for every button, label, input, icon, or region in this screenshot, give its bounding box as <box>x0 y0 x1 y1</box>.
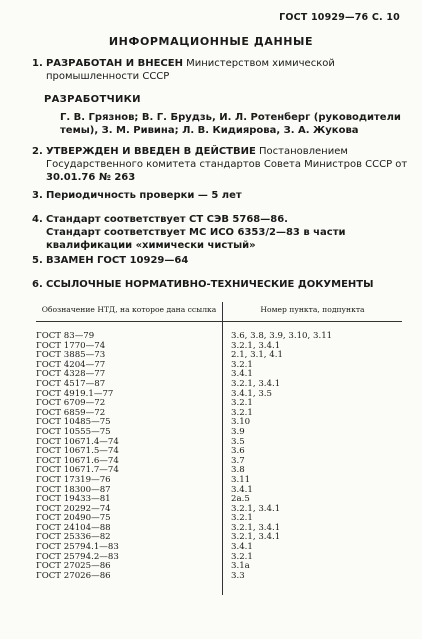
column-header-clause: Номер пункта, подпункта <box>223 302 403 322</box>
section-1-number: 1. <box>32 58 43 69</box>
clause-numbers: 3.2.1 <box>231 551 253 562</box>
section-6-text: ССЫЛОЧНЫЕ НОРМАТИВНО-ТЕХНИЧЕСКИЕ ДОКУМЕНТЫ <box>45 279 374 290</box>
ntd-designation: ГОСТ 6859—72 <box>36 409 223 419</box>
ntd-designation: ГОСТ 10671.6—74 <box>36 457 223 467</box>
developers-heading: РАЗРАБОТЧИКИ <box>44 94 141 105</box>
clause-numbers: 3.2.1 <box>231 407 253 418</box>
ntd-designation: ГОСТ 83—79 <box>36 332 223 342</box>
section-2-number: 2. <box>32 146 43 157</box>
ntd-designation: ГОСТ 25794.1—83 <box>36 543 223 553</box>
clause-numbers: 3.7 <box>231 455 245 466</box>
developers-names: Г. В. Грязнов; В. Г. Брудзь, И. Л. Ротенберг (руководители темы), З. М. Ривина; Л. В. Кидиярова, З. А. Жукова <box>60 112 401 136</box>
clause-numbers: 3.2.1, 3.4.1 <box>231 532 281 543</box>
clause-numbers: 3.9 <box>231 426 245 437</box>
clause-numbers: 3.3 <box>231 570 245 581</box>
clause-numbers: 3.11 <box>231 474 251 485</box>
clause-numbers: 3.2.1 <box>231 398 253 409</box>
section-1 <box>32 57 418 83</box>
ntd-designation: ГОСТ 20292—74 <box>36 505 223 515</box>
clause-numbers: 2а.5 <box>231 494 250 505</box>
section-4 <box>32 213 418 252</box>
page-title: ИНФОРМАЦИОННЫЕ ДАННЫЕ <box>108 35 314 48</box>
section-3-number: 3. <box>32 190 43 201</box>
table-header-row <box>36 302 402 322</box>
ntd-designation: ГОСТ 10671.7—74 <box>36 466 223 476</box>
section-2-bold: УТВЕРЖДЕН И ВВЕДЕН В ДЕЙСТВИЕ <box>45 146 256 157</box>
section-4-number: 4. <box>32 214 43 225</box>
ntd-designation: ГОСТ 1770—74 <box>36 342 223 352</box>
section-3 <box>32 189 404 202</box>
references-table <box>36 302 402 595</box>
clause-numbers: 3.1а <box>231 561 250 572</box>
ntd-designation: ГОСТ 17319—76 <box>36 476 223 486</box>
ntd-designation: ГОСТ 18300—87 <box>36 486 223 496</box>
column-header-designation: Обозначение НТД, на которое дана ссылка <box>36 302 223 322</box>
clause-numbers: 3.2.1 <box>231 513 253 524</box>
ntd-designation: ГОСТ 25794.2—83 <box>36 553 223 563</box>
ntd-designation: ГОСТ 6709—72 <box>36 399 223 409</box>
page-header: ГОСТ 10929—76 С. 10 <box>279 12 400 23</box>
clause-numbers: 3.4.1 <box>231 542 253 553</box>
ntd-designation: ГОСТ 27026—86 <box>36 572 223 582</box>
clause-numbers: 3.4.1 <box>231 484 253 495</box>
ntd-designation: ГОСТ 10671.5—74 <box>36 447 223 457</box>
ntd-designation: ГОСТ 10671.4—74 <box>36 438 223 448</box>
ntd-designation: ГОСТ 3885—73 <box>36 351 223 361</box>
clause-numbers: 3.5 <box>231 436 245 447</box>
clause-numbers: 3.2.1, 3.4.1 <box>231 378 281 389</box>
ntd-designation: ГОСТ 4919.1—77 <box>36 390 223 400</box>
section-5-number: 5. <box>32 255 43 266</box>
clause-numbers: 3.2.1, 3.4.1 <box>231 340 281 351</box>
section-4-line1: Стандарт соответствует СТ СЭВ 5768—86. <box>45 214 288 225</box>
clause-numbers: 3.2.1 <box>231 359 253 370</box>
section-6-number: 6. <box>32 279 43 290</box>
references-table-body <box>36 322 402 596</box>
ntd-designation: ГОСТ 24104—88 <box>36 524 223 534</box>
section-2 <box>32 145 418 184</box>
ntd-designation: ГОСТ 4328—77 <box>36 370 223 380</box>
ntd-designation: ГОСТ 4517—87 <box>36 380 223 390</box>
clause-numbers: 3.6, 3.8, 3.9, 3.10, 3.11 <box>231 331 333 341</box>
ntd-designation: ГОСТ 10555—75 <box>36 428 223 438</box>
section-5-text: ВЗАМЕН ГОСТ 10929—64 <box>45 255 189 266</box>
clause-numbers: 3.10 <box>231 417 251 428</box>
clause-numbers: 2.1, 3.1, 4.1 <box>231 350 283 361</box>
ntd-designation: ГОСТ 4204—77 <box>36 361 223 371</box>
table-tail-row <box>36 581 402 595</box>
section-2-text: Постановлением Государственного комитета стандартов Совета Министров СССР от <box>46 146 408 170</box>
ntd-designation: ГОСТ 10485—75 <box>36 418 223 428</box>
ntd-designation: ГОСТ 19433—81 <box>36 495 223 505</box>
clause-numbers: 3.8 <box>231 465 245 476</box>
table-row <box>36 572 402 582</box>
clause-numbers: 3.2.1, 3.4.1 <box>231 522 281 533</box>
ntd-designation: ГОСТ 20490—75 <box>36 514 223 524</box>
ntd-designation: ГОСТ 27025—86 <box>36 562 223 572</box>
section-5 <box>32 254 404 267</box>
section-6 <box>32 278 404 291</box>
section-3-text: Периодичность проверки — 5 лет <box>45 190 242 201</box>
section-2-date: 30.01.76 № 263 <box>46 172 136 183</box>
section-4-line2: Стандарт соответствует МС ИСО 6353/2—83 в части квалификации «химически чистый» <box>46 227 346 251</box>
section-1-text: Министерством химической промышленности СССР <box>46 58 335 82</box>
clause-numbers: 3.4.1, 3.5 <box>231 388 272 399</box>
clause-numbers: 3.6 <box>231 446 245 457</box>
clause-numbers: 3.4.1 <box>231 369 253 380</box>
ntd-designation: ГОСТ 25336—82 <box>36 533 223 543</box>
section-1-bold: РАЗРАБОТАН И ВНЕСЕН <box>45 58 183 69</box>
clause-numbers: 3.2.1, 3.4.1 <box>231 503 281 514</box>
